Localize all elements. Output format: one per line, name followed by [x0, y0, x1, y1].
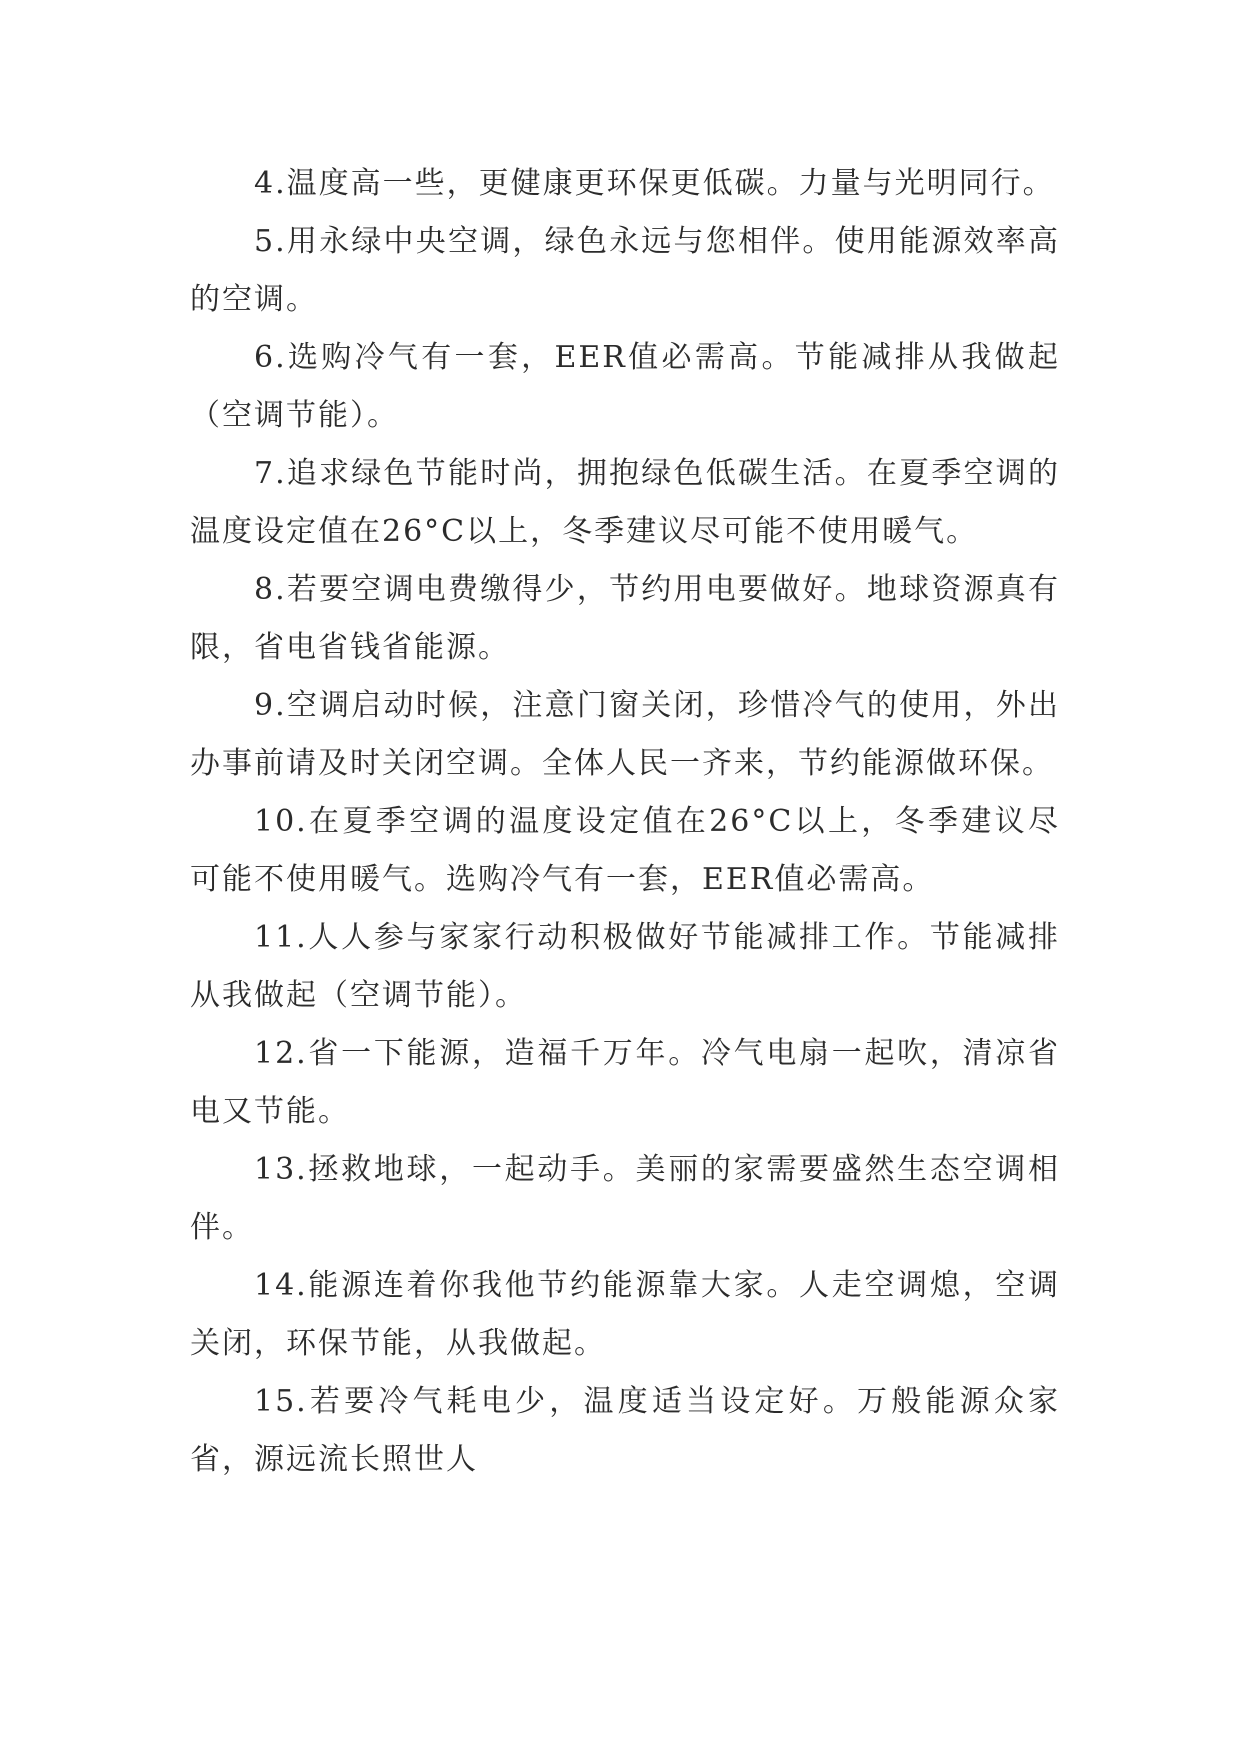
- paragraph-11: 11.人人参与家家行动积极做好节能减排工作。节能减排从我做起（空调节能）。: [190, 920, 1060, 1013]
- paragraph-12: 12.省一下能源，造福千万年。冷气电扇一起吹，清凉省电又节能。: [190, 1036, 1060, 1129]
- paragraph-14: 14.能源连着你我他节约能源靠大家。人走空调熄，空调关闭，环保节能，从我做起。: [190, 1268, 1060, 1361]
- paragraph-9: 9.空调启动时候，注意门窗关闭，珍惜冷气的使用，外出办事前请及时关闭空调。全体人民一齐来，节约能源做环保。: [190, 688, 1060, 781]
- paragraph-8: 8.若要空调电费缴得少，节约用电要做好。地球资源真有限，省电省钱省能源。: [190, 572, 1060, 665]
- paragraph-15: 15.若要冷气耗电少，温度适当设定好。万般能源众家省，源远流长照世人: [190, 1384, 1060, 1477]
- paragraph-13: 13.拯救地球，一起动手。美丽的家需要盛然生态空调相伴。: [190, 1152, 1060, 1245]
- paragraph-4: 4.温度高一些，更健康更环保更低碳。力量与光明同行。: [254, 166, 1055, 201]
- paragraph-5: 5.用永绿中央空调，绿色永远与您相伴。使用能源效率高的空调。: [190, 224, 1060, 317]
- paragraph-10: 10.在夏季空调的温度设定值在26°C以上，冬季建议尽可能不使用暖气。选购冷气有一套，EER值必需高。: [190, 804, 1060, 897]
- document-body: [190, 155, 1060, 1489]
- paragraph-7: 7.追求绿色节能时尚，拥抱绿色低碳生活。在夏季空调的温度设定值在26°C以上，冬季建议尽可能不使用暖气。: [190, 456, 1060, 549]
- paragraph-6: 6.选购冷气有一套，EER值必需高。节能减排从我做起（空调节能）。: [190, 340, 1060, 433]
